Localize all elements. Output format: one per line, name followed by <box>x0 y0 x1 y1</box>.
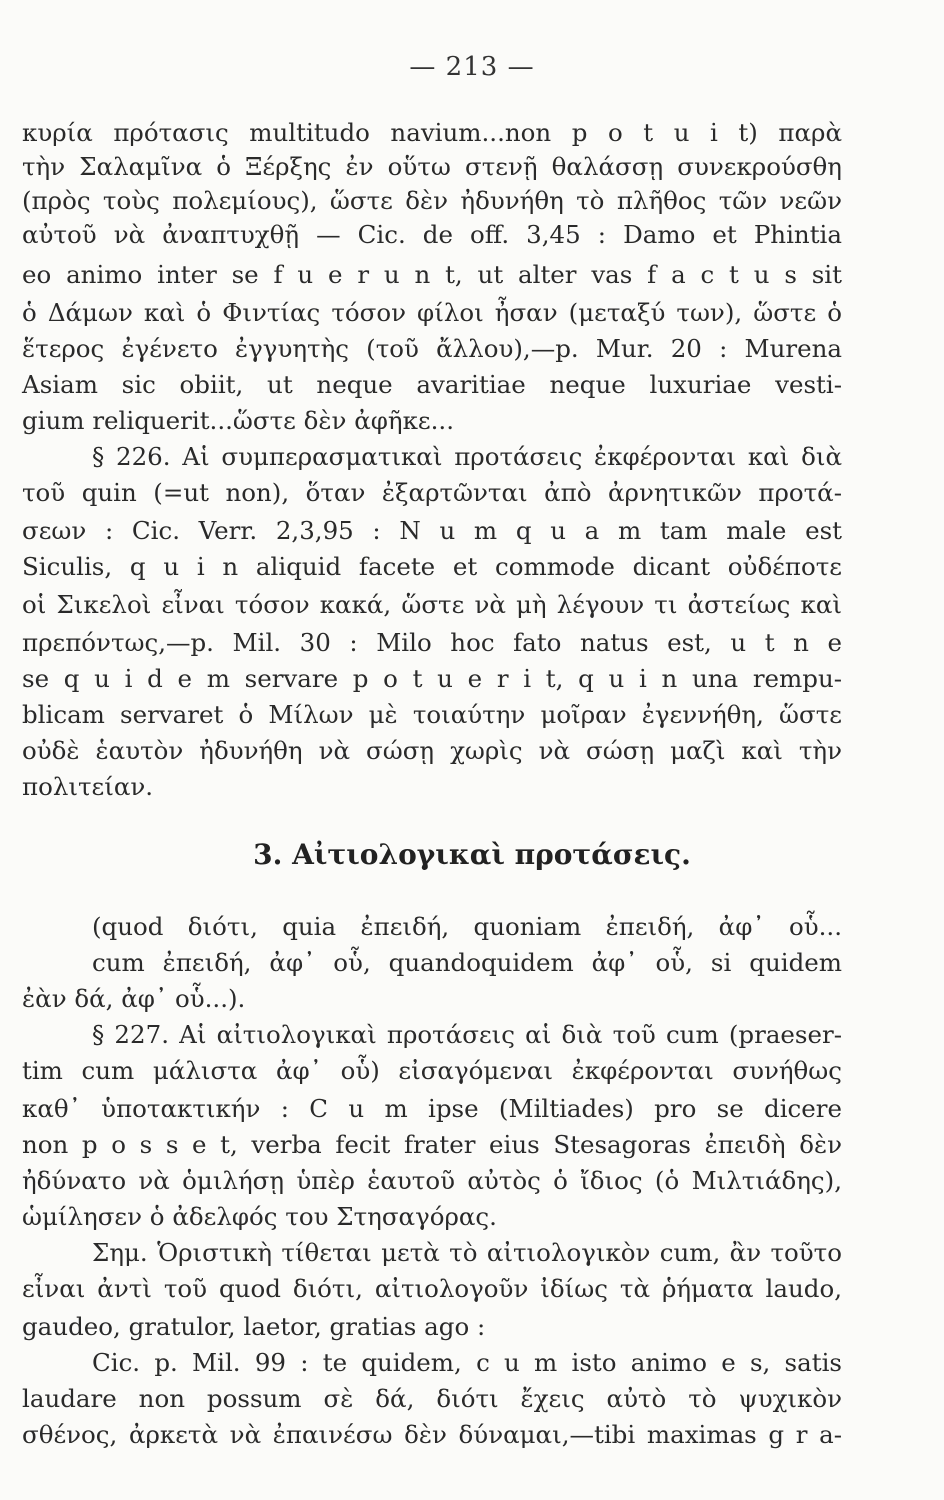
text-line: τοῦ quin (=ut non), ὅταν ἐξαρτῶνται ἀπὸ ἀρνητικῶν προτά- <box>22 478 842 507</box>
text-line: § 226. Αἱ συμπερασματικαὶ προτάσεις ἐκφέρονται καὶ διὰ <box>92 442 842 471</box>
text-line: (quod διότι, quia ἐπειδή, quoniam ἐπειδή, ἀφ᾽ οὗ... <box>92 912 842 941</box>
text-line: εἶναι ἀντὶ τοῦ quod διότι, αἰτιολογοῦν ἰδίως τὰ ῥήματα laudo, <box>22 1274 842 1303</box>
text-line: blicam servaret ὁ Μίλων μὲ τοιαύτην μοῖραν ἐγεννήθη, ὥστε <box>22 700 842 729</box>
text-line: laudare non possum σὲ δά, διότι ἔχεις αὐτὸ τὸ ψυχικὸν <box>22 1384 842 1413</box>
text-line: cum ἐπειδή, ἀφ᾽ οὗ, quandoquidem ἀφ᾽ οὗ, si quidem <box>92 948 842 977</box>
text-line: non p o s s e t, verba fecit frater eius Stesagoras ἐπειδὴ δὲν <box>22 1130 842 1159</box>
text-line: καθ᾽ ὑποτακτικήν : C u m ipse (Miltiades) pro se dicere <box>22 1094 842 1123</box>
text-line: Σημ. Ὁριστικὴ τίθεται μετὰ τὸ αἰτιολογικὸν cum, ἂν τοῦτο <box>92 1238 842 1267</box>
text-line: πολιτείαν. <box>22 772 154 801</box>
text-line: τὴν Σαλαμῖνα ὁ Ξέρξης ἐν οὕτω στενῇ θαλάσσῃ συνεκρούσθη <box>22 152 842 181</box>
text-line: σθένος, ἀρκετὰ νὰ ἐπαινέσω δὲν δύναμαι,—tibi maximas g r a- <box>22 1420 842 1449</box>
text-line: gium reliquerit...ὥστε δὲν ἀφῆκε... <box>22 406 454 435</box>
text-line: Asiam sic obiit, ut neque avaritiae neque luxuriae vesti- <box>22 370 842 399</box>
text-line: § 227. Αἱ αἰτιολογικαὶ προτάσεις αἱ διὰ τοῦ cum (praeser- <box>92 1020 842 1049</box>
section-heading: 3. Αἰτιολογικαὶ προτάσεις. <box>253 838 691 871</box>
text-line: ἕτερος ἐγένετο ἐγγυητὴς (τοῦ ἄλλου),—p. Mur. 20 : Murena <box>22 334 842 363</box>
text-line: ἐὰν δά, ἀφ᾽ οὗ...). <box>22 984 246 1013</box>
text-line: ἠδύνατο νὰ ὁμιλήσῃ ὑπὲρ ἑαυτοῦ αὐτὸς ὁ ἴδιος (ὁ Μιλτιάδης), <box>22 1166 842 1195</box>
text-line: Cic. p. Mil. 99 : te quidem, c u m isto animo e s, satis <box>92 1348 842 1377</box>
text-line: Siculis, q u i n aliquid facete et commode dicant οὐδέποτε <box>22 552 842 581</box>
text-line: οὐδὲ ἑαυτὸν ἠδυνήθη νὰ σώσῃ χωρὶς νὰ σώσῃ μαζὶ καὶ τὴν <box>22 736 842 765</box>
text-line: κυρία πρότασις multitudo navium...non p o t u i t) παρὰ <box>22 118 842 147</box>
text-line: ὁ Δάμων καὶ ὁ Φιντίας τόσον φίλοι ἦσαν (μεταξύ των), ὥστε ὁ <box>22 298 842 327</box>
text-line: σεων : Cic. Verr. 2,3,95 : N u m q u a m tam male est <box>22 516 842 545</box>
text-line: οἱ Σικελοὶ εἶναι τόσον κακά, ὥστε νὰ μὴ λέγουν τι ἀστείως καὶ <box>22 590 842 619</box>
text-line: ὡμίλησεν ὁ ἀδελφός του Στησαγόρας. <box>22 1202 497 1231</box>
text-line: eo animo inter se f u e r u n t, ut alter vas f a c t u s sit <box>22 260 842 289</box>
text-line: αὐτοῦ νὰ ἀναπτυχθῇ — Cic. de off. 3,45 : Damo et Phintia <box>22 220 842 249</box>
text-line: gaudeo, gratulor, laetor, gratias ago : <box>22 1312 486 1341</box>
text-line: tim cum μάλιστα ἀφ᾽ οὗ) εἰσαγόμεναι ἐκφέρονται συνήθως <box>22 1056 842 1085</box>
text-line: (πρὸς τοὺς πολεμίους), ὥστε δὲν ἠδυνήθη τὸ πλῆθος τῶν νεῶν <box>22 186 842 215</box>
text-line: πρεπόντως,—p. Mil. 30 : Milo hoc fato natus est, u t n e <box>22 628 842 657</box>
page-number: — 213 — <box>409 52 535 82</box>
text-line: se q u i d e m servare p o t u e r i t, q u i n una rempu- <box>22 664 842 693</box>
